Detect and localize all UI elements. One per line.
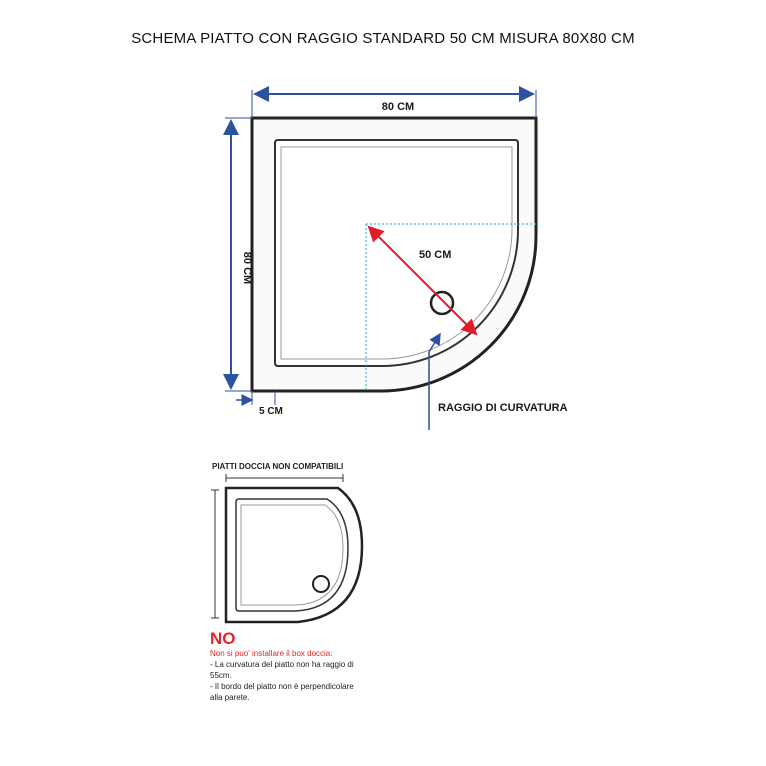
edge-label: 5 CM xyxy=(259,406,283,417)
incompatible-title: PIATTI DOCCIA NON COMPATIBILI xyxy=(212,462,344,471)
note-line: - La curvatura del piatto non ha raggio di xyxy=(210,660,354,669)
radius-label: 50 CM xyxy=(419,249,452,261)
drain-icon xyxy=(431,292,453,314)
incompatible-drain-icon xyxy=(313,576,329,592)
note-line: alla parete. xyxy=(210,693,250,702)
page-title: SCHEMA PIATTO CON RAGGIO STANDARD 50 CM MISURA 80X80 CM xyxy=(131,30,635,47)
no-label: NO xyxy=(210,629,236,648)
no-subtitle: Non si puo' installare il box doccia: xyxy=(210,649,333,658)
width-label: 80 CM xyxy=(381,101,415,113)
incompatible-notes xyxy=(210,630,410,703)
note-line: 55cm. xyxy=(210,671,232,680)
curvature-label: RAGGIO DI CURVATURA xyxy=(438,402,568,414)
height-label: 80 CM xyxy=(241,251,253,285)
note-line: - Il bordo del piatto non è perpendicolare xyxy=(210,682,354,691)
incompatible-tray-basin xyxy=(236,499,348,611)
